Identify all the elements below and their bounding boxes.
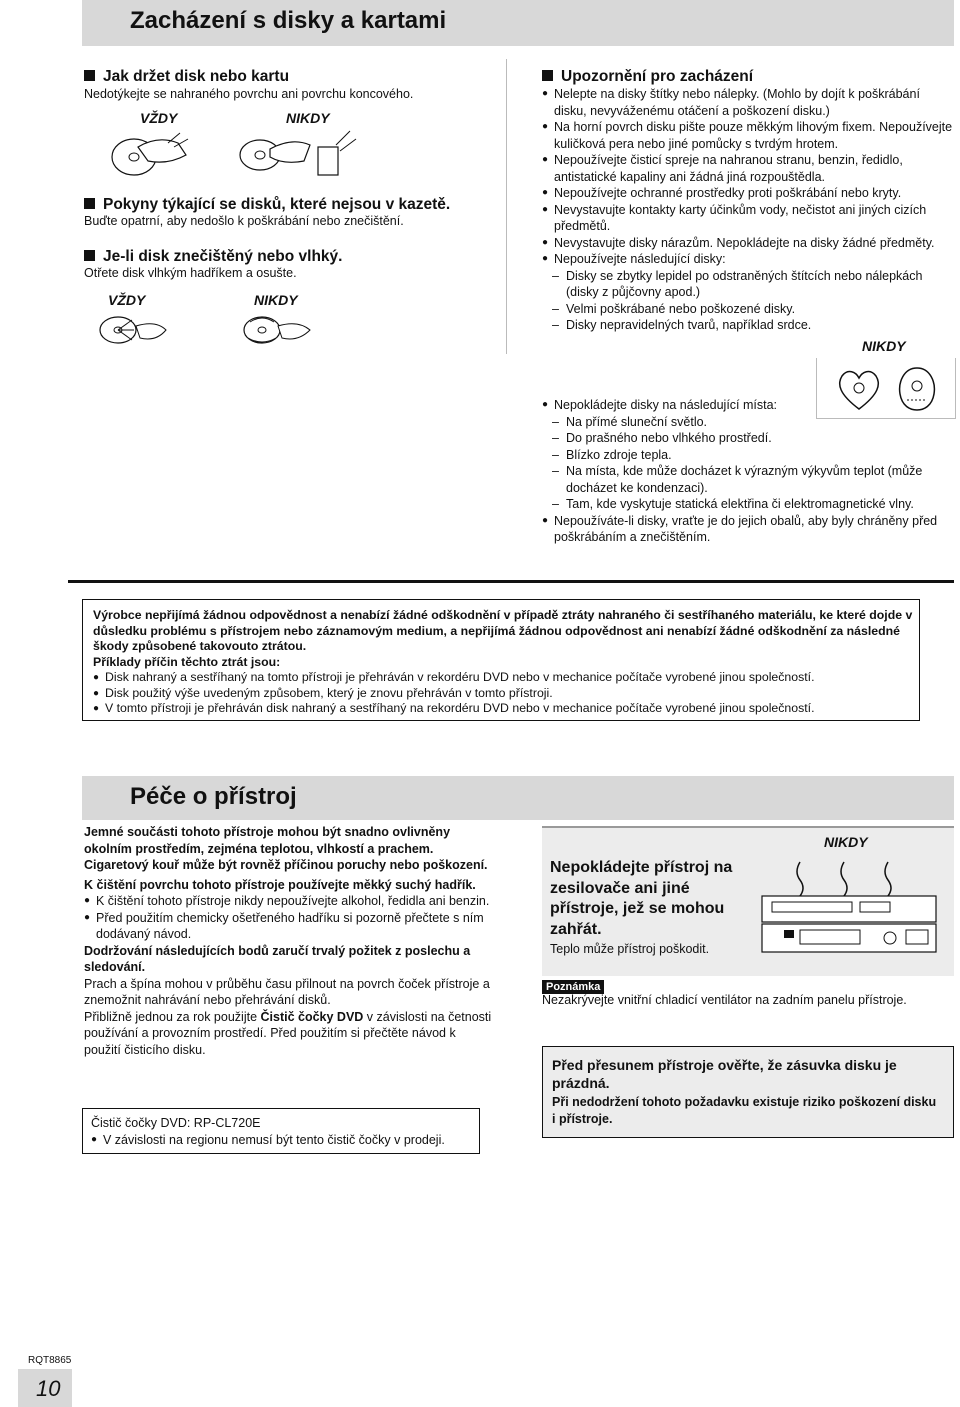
handling-list <box>542 86 954 334</box>
device-front-panel-icon <box>760 894 940 956</box>
handling-item: ● Nepoužívejte následující disky: <box>542 251 954 268</box>
hold-text: Nedotýkejte se nahraného povrchu ani povrchu koncového. <box>84 87 414 101</box>
lens-cleaner-box <box>82 1108 480 1154</box>
handling-item: ● Nepoužíváte-li disky, vraťte je do jejich obalů, aby byly chráněny před poškrábáním a znečištěním. <box>542 513 954 546</box>
disclaimer-examples-heading: Příklady příčin těchto ztrát jsou: <box>93 654 281 669</box>
page-number: 10 <box>36 1376 61 1401</box>
cleaner-note: ● V závislosti na regionu nemusí být tento čistič čočky v prodeji. <box>91 1132 479 1149</box>
hold-always-label: VŽDY <box>140 110 178 126</box>
handling-subitem: – Blízko zdroje tepla. <box>542 447 954 464</box>
hold-never-disc-illustration <box>232 125 362 185</box>
dirty-heading: Je-li disk znečištěný nebo vlhký. <box>84 248 342 266</box>
heat-never-label: NIKDY <box>824 834 868 850</box>
dirty-never-label: NIKDY <box>254 292 298 308</box>
disclaimer-text: Výrobce nepřijímá žádnou odpovědnost a nenabízí žádné odškodnění v případě ztráty nahraného či sestříhaného materiálu, ke které dojde v důsledku problému s přístrojem nebo záznamovým medium, a nepřijímá žádnou odpovědnost ani nenabízí žádné odškodnění za následné škody způsobené takovouto ztrátou. <box>93 608 913 653</box>
hold-never-label: NIKDY <box>286 110 330 126</box>
handling-subitem: – Velmi poškrábané nebo poškozené disky. <box>542 301 836 318</box>
hold-heading: Jak držet disk nebo kartu <box>84 68 289 86</box>
handling-item: ● Nepokládejte disky na následující místa: <box>542 397 814 414</box>
handling-subitem: – Disky nepravidelných tvarů, například srdce. <box>542 317 826 334</box>
handling-item: ● Nevystavujte disky nárazům. Nepokládejte na disky žádné předměty. <box>542 235 954 252</box>
move-warning-text: Při nedodržení tohoto požadavku existuje riziko poškození disku i přístroje. <box>552 1095 937 1126</box>
handling-item: ● Na horní povrch disku pište pouze měkkým lihovým fixem. Nepoužívejte kuličková pera nebo jiné pomůcky s tvrdým hrotem. <box>542 119 954 152</box>
handling-item: ● Nepoužívejte ochranné prostředky proti poškrábání nebo kryty. <box>542 185 954 202</box>
handling-item: ● Nepoužívejte čisticí spreje na nahranou stranu, benzin, ředidlo, antistatické kapaliny ani žádná jiná rozpouštědla. <box>542 152 954 185</box>
heat-warning-text: Teplo může přístroj poškodit. <box>550 942 710 956</box>
cassette-text: Buďte opatrní, aby nedošlo k poškrábání nebo znečištění. <box>84 214 404 228</box>
section-divider <box>68 580 954 583</box>
handling-subitem: – Na místa, kde může docházet k výrazným výkyvům teplot (může docházet ke kondenzaci). <box>542 463 954 496</box>
handling-item: ● Nevystavujte kontakty karty účinkům vody, nečistot ani jiných cizích předmětů. <box>542 202 954 235</box>
handling-subitem: – Do prašného nebo vlhkého prostředí. <box>542 430 954 447</box>
cloth-item: ● Před použitím chemicky ošetřeného hadříku si pozorně přečtete s ním dodávaný návod. <box>84 910 494 943</box>
care-paragraph: Prach a špína mohou v průběhu času přilnout na povrch čoček přístroje a znemožnit nahrávání nebo přehrávání disků. <box>84 976 490 1007</box>
wipe-never-illustration <box>240 310 320 350</box>
care-paragraph: Přibližně jednou za rok použijte Čistič čočky DVD v závislosti na četnosti používání a provozním prostředí. Před použitím si přečtěte návod k použití čisticího disku. <box>84 1009 492 1057</box>
move-warning-heading: Před přesunem přístroje ověřte, že zásuvka disku je prázdná. <box>552 1057 897 1091</box>
document-code: RQT8865 <box>28 1355 72 1366</box>
page-title: Zacházení s disky a kartami <box>130 7 447 34</box>
cassette-heading: Pokyny týkající se disků, které nejsou v kazetě. <box>84 196 450 214</box>
handling-subitem: – Disky se zbytky lepidel po odstraněných štítcích nebo nálepkách (disky z půjčovny apod.) <box>542 268 956 301</box>
cloth-item: ● K čištění tohoto přístroje nikdy nepoužívejte alkohol, ředidla ani benzin. <box>84 893 494 910</box>
care-left-column <box>84 824 494 1058</box>
cleaner-model: Čistič čočky DVD: RP-CL720E <box>91 1116 261 1130</box>
dirty-text: Otřete disk vlhkým hadříkem a osušte. <box>84 266 297 280</box>
handling-subitem: – Tam, kde vyskytuje statická elektřina či elektromagnetické vlny. <box>542 496 954 513</box>
handling-subitem: – Na přímé sluneční světlo. <box>542 414 954 431</box>
handling-heading: Upozornění pro zacházení <box>542 68 753 86</box>
follow-heading: Dodržování následujících bodů zaručí trvalý požitek z poslechu a sledování. <box>84 943 471 974</box>
hold-always-disc-illustration <box>108 125 198 185</box>
care-title: Péče o přístroj <box>130 783 297 810</box>
disclaimer-example: ● Disk nahraný a sestříhaný na tomto přístroji je přehráván v rekordéru DVD nebo v mechanice počítače vyrobené jinou společností. <box>93 670 919 686</box>
disclaimer-example: ● V tomto přístroji je přehráván disk nahraný a sestříhaný na rekordéru DVD nebo v mechanice počítače vyrobené jinou společností. <box>93 701 919 717</box>
care-intro: Jemné součásti tohoto přístroje mohou být snadno ovlivněny okolním prostředím, zejména teplotou, vlhkostí a prachem. Cigaretový kouř může být rovněž příčinou poruchy nebo poškození. <box>84 825 488 872</box>
disclaimer-example: ● Disk použitý výše uvedeným způsobem, který je znovu přehráván v tomto přístroji. <box>93 686 919 702</box>
heat-warning-heading: Nepokládejte přístroj na zesilovače ani jiné přístroje, jež se mohou zahřát. <box>550 859 733 938</box>
disclaimer-box <box>82 599 920 721</box>
cloth-heading: K čištění povrchu tohoto přístroje používejte měkký suchý hadřík. <box>84 877 476 892</box>
handling-item: ● Nelepte na disky štítky nebo nálepky. (Mohlo by dojít k poškrábání disku, nevyváženému otáčení a poškození disku.) <box>542 86 954 119</box>
wipe-always-illustration <box>96 310 176 350</box>
heat-waves-icon <box>790 858 910 898</box>
placement-list <box>542 397 954 546</box>
note-label: Poznámka <box>542 977 604 995</box>
irregular-never-label: NIKDY <box>862 338 906 354</box>
note-text: Nezakrývejte vnitřní chladicí ventilátor na zadním panelu přístroje. <box>542 993 907 1007</box>
dirty-always-label: VŽDY <box>108 292 146 308</box>
